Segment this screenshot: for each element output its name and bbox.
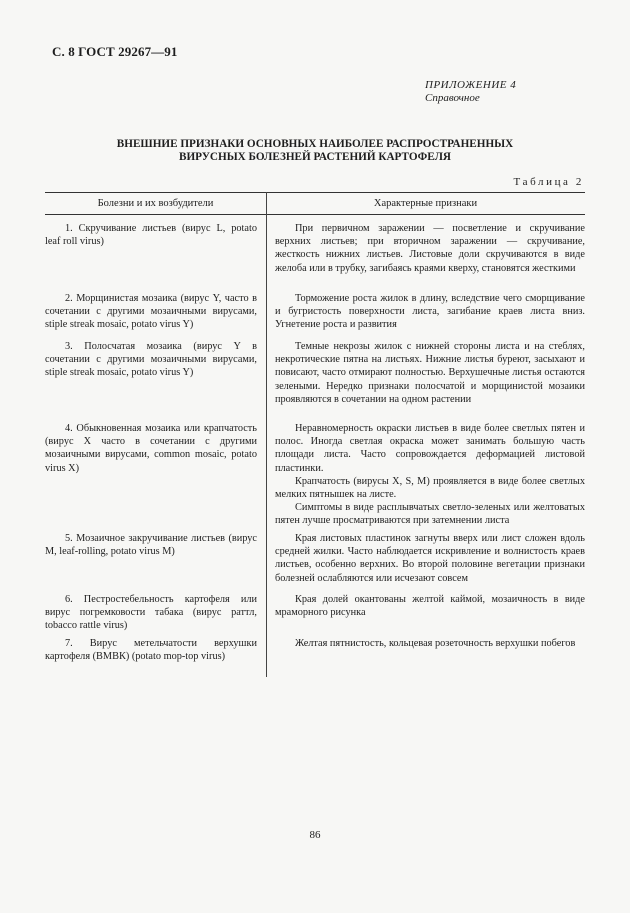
signs-cell: Темные некрозы жилок с нижней стороны листа и на стеблях, некротические пятна на листьях. Нижние листья буреют, засыхают и повисают, часто отмирают полностью. Верхушечные листья остаются зелеными. Нередко признаки полосчатой и морщинистой мозаики проявляются в сочетании на одном растении bbox=[275, 341, 585, 405]
appendix-note: Справочное bbox=[425, 92, 480, 104]
disease-cell: 2. Морщинистая мозаика (вирус Y, часто в сочетании с другими мозаичными вирусами, stiple streak mosaic, potato virus Y) bbox=[45, 293, 257, 331]
signs-cell: Неравномерность окраски листьев в виде более светлых пятен и полос. Иногда светлая окраска может занимать большую часть площади листа. Часто сопровождается деформацией листовой пластинки. Крапчатость (вирусы X, S, M) проявляется в виде более светлых мелких пятнышек на листе. Симптомы в виде расплывчатых светло-зеленых или желтоватых пятен лучше просматриваются при затемнении листа bbox=[275, 423, 585, 527]
table-top-rule bbox=[45, 192, 585, 193]
column-header-signs: Характерные признаки bbox=[373, 198, 478, 209]
disease-cell: 4. Обыкновенная мозаика или крапчатость (вирус X часто в сочетании с другими мозаичными вирусами, common mosaic, potato virus X) bbox=[45, 423, 257, 474]
signs-cell: Края долей окантованы желтой каймой, мозаичность в виде мраморного рисунка bbox=[275, 594, 585, 619]
table-caption: Таблица 2 bbox=[513, 176, 584, 188]
signs-cell: Края листовых пластинок загнуты вверх или лист сложен вдоль средней жилки. Часто наблюдается искривление и волнистость краев листьев, особенно верхних. Во второй половине вегетации признаки болезней ослабляются или исчезают совсем bbox=[275, 533, 585, 584]
signs-cell: При первичном заражении — посветление и скручивание верхних листьев; при вторичном заражении — скручивание, жесткость нижних листьев. Листовые доли скручиваются в виде желоба или в трубку, загибаясь краями кверху, становятся жесткими bbox=[275, 223, 585, 274]
disease-cell: 1. Скручивание листьев (вирус L, potato leaf roll virus) bbox=[45, 223, 257, 248]
appendix-title: ПРИЛОЖЕНИЕ 4 bbox=[425, 79, 517, 91]
disease-cell: 7. Вирус метельчатости верхушки картофеля (ВМВК) (potato mop-top virus) bbox=[45, 638, 257, 663]
column-divider bbox=[266, 192, 267, 677]
title-line-1: ВНЕШНИЕ ПРИЗНАКИ ОСНОВНЫХ НАИБОЛЕЕ РАСПРОСТРАНЕННЫХ bbox=[116, 138, 514, 150]
column-header-diseases: Болезни и их возбудители bbox=[97, 198, 214, 209]
disease-cell: 3. Полосчатая мозаика (вирус Y в сочетании с другими мозаичными вирусами, stiple streak mosaic, potato virus Y) bbox=[45, 341, 257, 379]
disease-cell: 6. Пестростебельность картофеля или вирус погремковости табака (вирус раттл, tobacco rattle virus) bbox=[45, 594, 257, 632]
signs-cell: Торможение роста жилок в длину, вследствие чего сморщивание и бугристость поверхности листа, загибание краев листа вниз. Угнетение роста и развития bbox=[275, 293, 585, 331]
disease-cell: 5. Мозаичное закручивание листьев (вирус M, leaf-rolling, potato virus M) bbox=[45, 533, 257, 558]
title-line-2: ВИРУСНЫХ БОЛЕЗНЕЙ РАСТЕНИЙ КАРТОФЕЛЯ bbox=[178, 151, 452, 163]
header-bottom-rule bbox=[45, 214, 585, 215]
signs-cell: Желтая пятнистость, кольцевая розеточность верхушки побегов bbox=[295, 638, 576, 649]
page-title bbox=[60, 138, 570, 164]
standard-header: С. 8 ГОСТ 29267—91 bbox=[52, 44, 178, 59]
page-number: 86 bbox=[309, 829, 321, 841]
appendix-label bbox=[425, 79, 585, 105]
